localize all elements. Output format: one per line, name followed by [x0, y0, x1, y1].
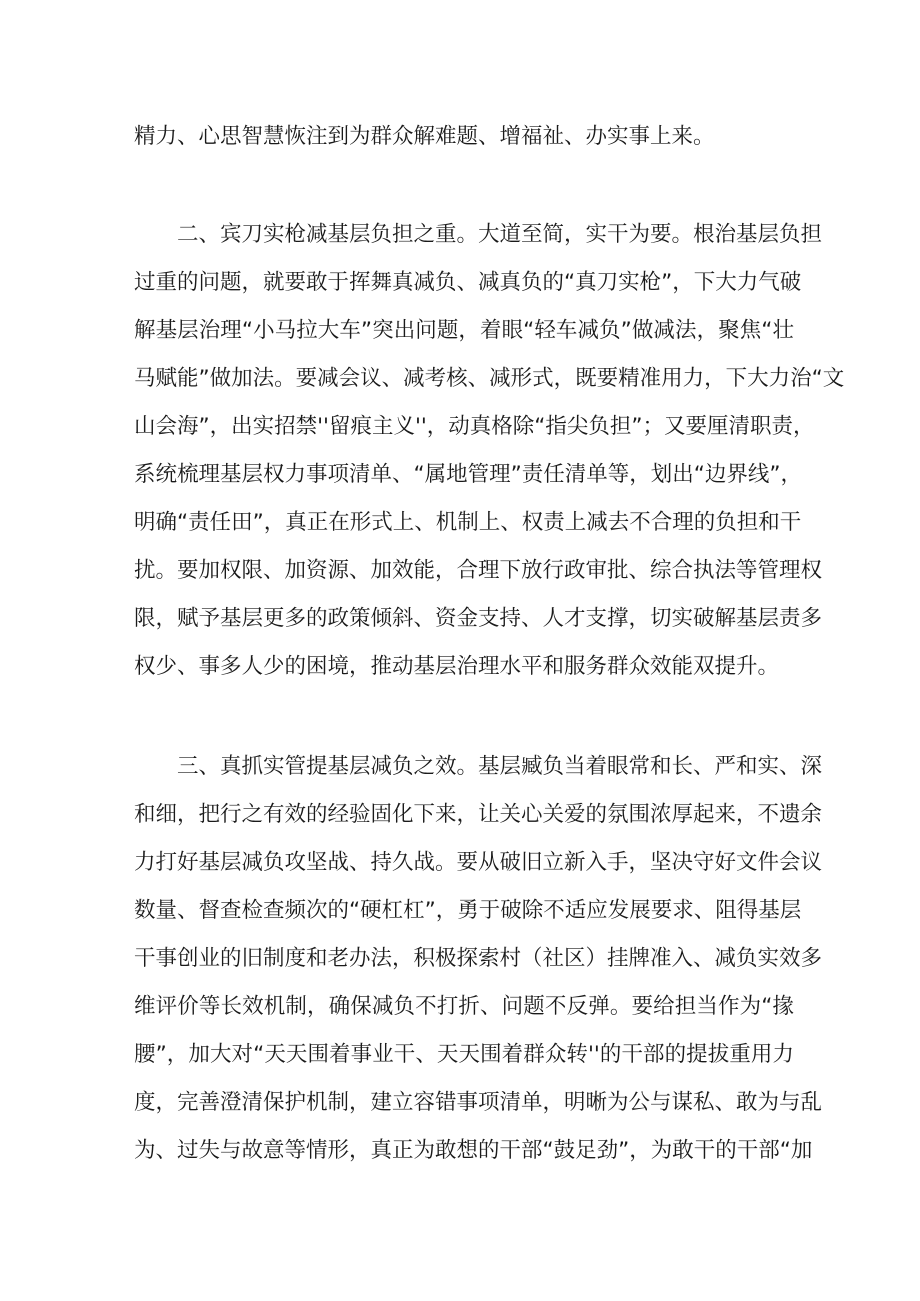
paragraph-line: 过重的问题，就要敢于挥舞真减负、减真负的“真刀实枪”，下大力气破 [134, 270, 802, 295]
paragraph-continuation [134, 113, 794, 161]
paragraph-line: 和细，把行之有效的经验固化下来，让关心关爱的氛围浓厚起来，不遗余 [134, 802, 823, 827]
paragraph-line: 权少、事多人少的困境，推动基层治理水平和服务群众效能双提升。 [134, 654, 780, 679]
paragraph-line: 解基层治理“小马拉大车”突出问题，着眼“轻车减负”做减法，聚焦“壮 [134, 318, 794, 343]
paragraph-section-three [134, 743, 823, 1175]
paragraph-line: 力打好基层减负攻坚战、持久战。要从破旧立新入手，坚决守好文件会议 [134, 850, 823, 875]
paragraph-line: 限，赋予基层更多的政策倾斜、资金支持、人才支撑，切实破解基层责多 [134, 606, 823, 631]
paragraph-line: 二、宾刀实枪减基层负担之重。大道至简，实干为要。根治基层负担 [177, 222, 823, 247]
paragraph-line: 扰。要加权限、加资源、加效能，合理下放行政审批、综合执法等管理权 [134, 558, 823, 583]
paragraph-line: 为、过失与故意等情形，真正为敢想的干部“鼓足劲”，为敢干的干部“加 [134, 1138, 813, 1163]
paragraph-line: 明确“责任田”，真正在形式上、机制上、权责上减去不合理的负担和干 [134, 510, 802, 535]
paragraph-line: 马赋能”做加法。要减会议、减考核、减形式，既要精准用力，下大力治“文 [134, 366, 845, 391]
paragraph-line: 腰”，加大对“天天围着事业干、天天围着群众转''的干部的提拔重用力 [134, 1042, 794, 1067]
paragraph-line: 度，完善澄清保护机制，建立容错事项清单，明晰为公与谋私、敢为与乱 [134, 1090, 823, 1115]
paragraph-line: 山会海”，出实招禁''留痕主义''，动真格除“指尖负担”；又要厘清职责， [134, 414, 815, 439]
paragraph-line: 数量、督查检查频次的“硬杠杠”，勇于破除不适应发展要求、阻得基层 [134, 898, 802, 923]
paragraph-line: 系统梳理基层权力事项清单、“属地管理”责任清单等，划出“边界线”， [134, 462, 803, 487]
paragraph-section-two [134, 211, 845, 691]
paragraph-line: 维评价等长效机制，确保减负不打折、问题不反弹。要给担当作为“掾 [134, 994, 794, 1019]
paragraph-line: 干事创业的旧制度和老办法，积极探索村（社区）挂牌准入、减负实效多 [134, 946, 823, 971]
paragraph-line: 三、真抓实管提基层减负之效。基层臧负当着眼常和长、严和实、深 [177, 754, 823, 779]
paragraph-line: 精力、心思智慧恢注到为群众解难题、增福祉、办实事上来。 [134, 124, 715, 149]
